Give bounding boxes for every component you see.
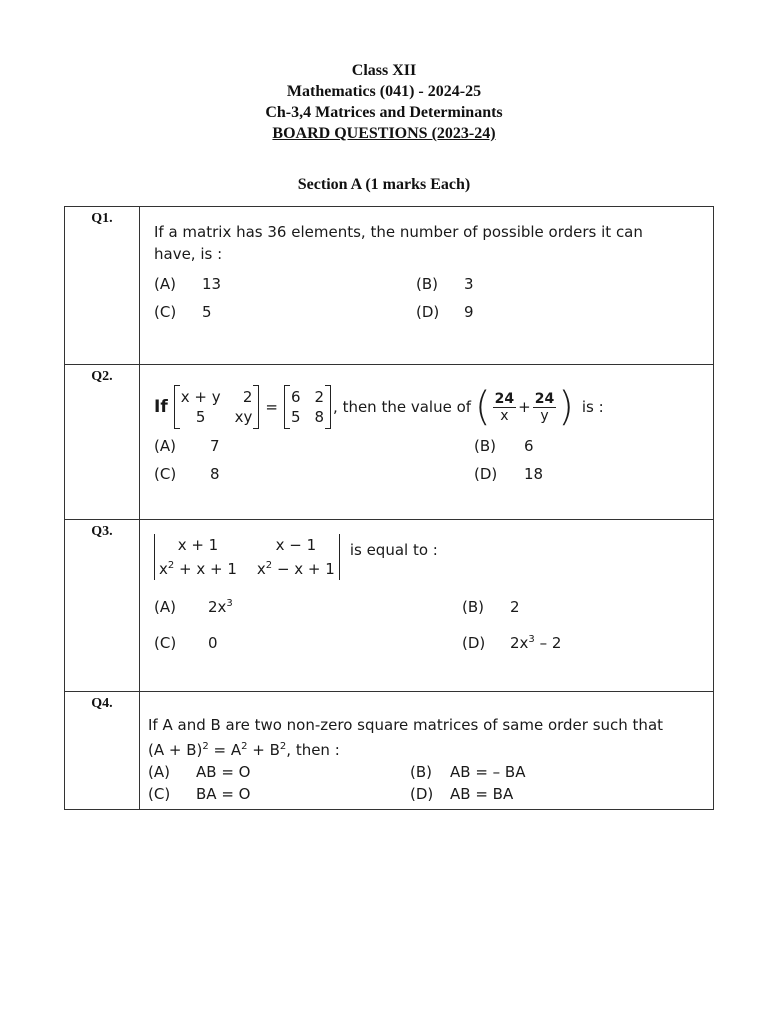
option-d: (D) 9 xyxy=(416,303,474,321)
options-grid xyxy=(154,275,674,321)
option-d: (D) 18 xyxy=(474,465,544,483)
board-questions-title: BOARD QUESTIONS (2023-24) xyxy=(272,125,496,142)
fraction-24-x: $\frac{24}{x}$ xyxy=(494,390,515,424)
questions-table xyxy=(64,206,714,810)
option-a: (A) $2x^3$ xyxy=(154,598,233,616)
question-body xyxy=(140,692,714,810)
option-d: (D) $2x^3 - 2$ xyxy=(462,634,562,652)
matrix-right: 6 2 5 8 xyxy=(284,385,331,429)
question-body xyxy=(140,207,714,365)
option-a: (A) 7 xyxy=(154,437,220,455)
determinant: x + 1 x − 1 $x^2 + x + 1$ $x^2 - x + 1$ xyxy=(154,534,340,580)
question-stem: If x + y 2 5 xy = 6 2 5 8 , then the value of ( $\frac{24}{x}$ + $\frac{24}{y}$ ) is : xyxy=(154,384,604,430)
options-grid xyxy=(154,598,713,652)
option-c: (C) 0 xyxy=(154,634,218,652)
matrix-left: x + y 2 5 xy xyxy=(174,385,260,429)
question-row-4 xyxy=(65,692,714,810)
question-row-3 xyxy=(65,520,714,692)
question-number: Q1. xyxy=(65,207,140,365)
question-number: Q4. xyxy=(65,692,140,810)
document-header xyxy=(0,60,768,144)
question-row-2 xyxy=(65,365,714,520)
question-number: Q2. xyxy=(65,365,140,520)
chapter-title: Ch-3,4 Matrices and Determinants xyxy=(265,104,503,121)
question-body xyxy=(140,520,714,692)
subject-title: Mathematics (041) - 2024-25 xyxy=(286,83,482,100)
question-row-1 xyxy=(65,207,714,365)
question-number: Q3. xyxy=(65,520,140,692)
class-title: Class XII xyxy=(351,62,417,79)
option-b: (B) AB = – BA xyxy=(410,763,526,781)
option-b: (B) 2 xyxy=(462,598,520,616)
question-stem: x + 1 x − 1 $x^2 + x + 1$ $x^2 - x + 1$ is equal to : xyxy=(154,534,713,580)
option-a: (A) AB = O xyxy=(148,763,251,781)
fraction-24-y: $\frac{24}{y}$ xyxy=(534,390,555,424)
question-body xyxy=(140,365,714,520)
option-b: (B) 3 xyxy=(416,275,474,293)
option-c: (C) 5 xyxy=(154,303,212,321)
option-c: (C) BA = O xyxy=(148,785,251,803)
question-stem: If A and B are two non-zero square matrices of same order such that $(A + B)^2 = A^2 + B^2$, then : xyxy=(148,716,664,759)
option-d: (D) AB = BA xyxy=(410,785,514,803)
option-a: (A) 13 xyxy=(154,275,222,293)
question-stem: If a matrix has 36 elements, the number of possible orders it can have, is : xyxy=(154,223,643,263)
section-heading: Section A (1 marks Each) xyxy=(297,176,471,193)
options-grid xyxy=(154,437,713,483)
options-grid xyxy=(148,763,713,803)
option-c: (C) 8 xyxy=(154,465,220,483)
option-b: (B) 6 xyxy=(474,437,534,455)
